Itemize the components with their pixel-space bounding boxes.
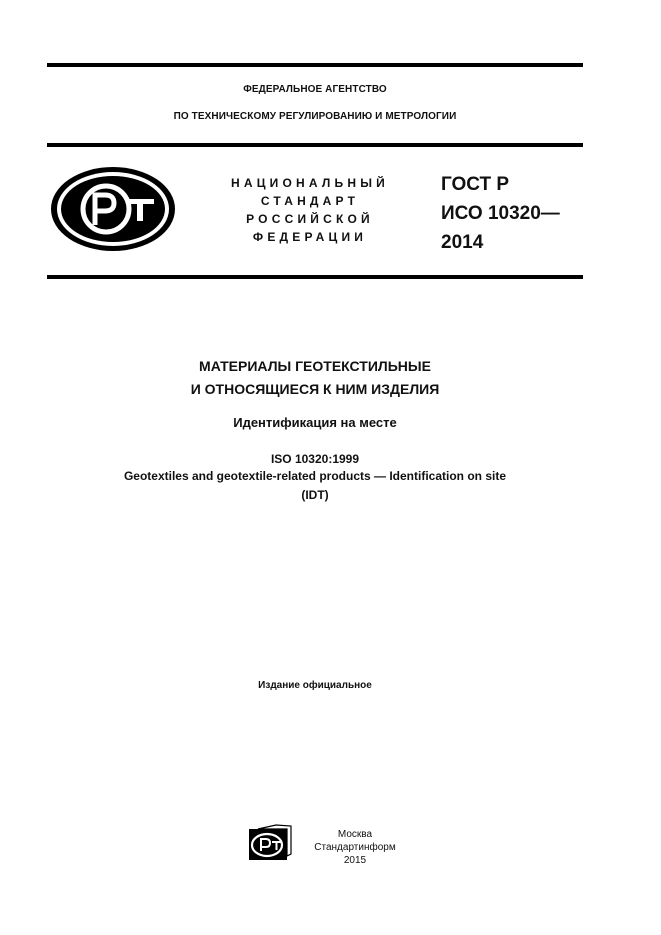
standard-type-line-3: РОССИЙСКОЙ	[246, 212, 374, 226]
iso-number: ISO 10320:1999	[270, 452, 360, 466]
standartinform-logo-icon	[248, 824, 292, 862]
header-rule	[47, 143, 583, 147]
standard-type-line-1: НАЦИОНАЛЬНЫЙ	[230, 176, 390, 190]
header-bottom-rule	[47, 275, 583, 279]
publisher-name: Стандартинформ	[314, 842, 396, 853]
publisher-city: Москва	[337, 829, 373, 840]
standard-type	[210, 174, 410, 246]
designation-line-2: ИСО 10320—	[441, 203, 560, 224]
iso-english-title: Geotextiles and geotextile-related products — Identification on site	[123, 469, 507, 483]
designation-line-3: 2014	[441, 232, 484, 253]
agency-line-1: ФЕДЕРАЛЬНОЕ АГЕНТСТВО	[243, 84, 387, 95]
document-subtitle: Идентификация на месте	[233, 415, 397, 430]
designation-line-1: ГОСТ Р	[441, 174, 510, 195]
publisher-info	[300, 828, 410, 867]
document-title-line-2: И ОТНОСЯЩИЕСЯ К НИМ ИЗДЕЛИЯ	[190, 381, 440, 397]
standard-designation	[441, 170, 560, 257]
edition-label: Издание официальное	[258, 680, 372, 691]
standard-type-line-4: ФЕДЕРАЦИИ	[252, 230, 368, 244]
iso-equivalence: (IDT)	[301, 488, 329, 502]
rst-mark-icon	[48, 165, 178, 253]
top-rule	[47, 63, 583, 67]
agency-line-2: ПО ТЕХНИЧЕСКОМУ РЕГУЛИРОВАНИЮ И МЕТРОЛОГИИ	[173, 111, 457, 122]
document-title-line-1: МАТЕРИАЛЫ ГЕОТЕКСТИЛЬНЫЕ	[199, 358, 431, 374]
publication-year: 2015	[343, 855, 367, 866]
standard-type-line-2: СТАНДАРТ	[260, 194, 360, 208]
